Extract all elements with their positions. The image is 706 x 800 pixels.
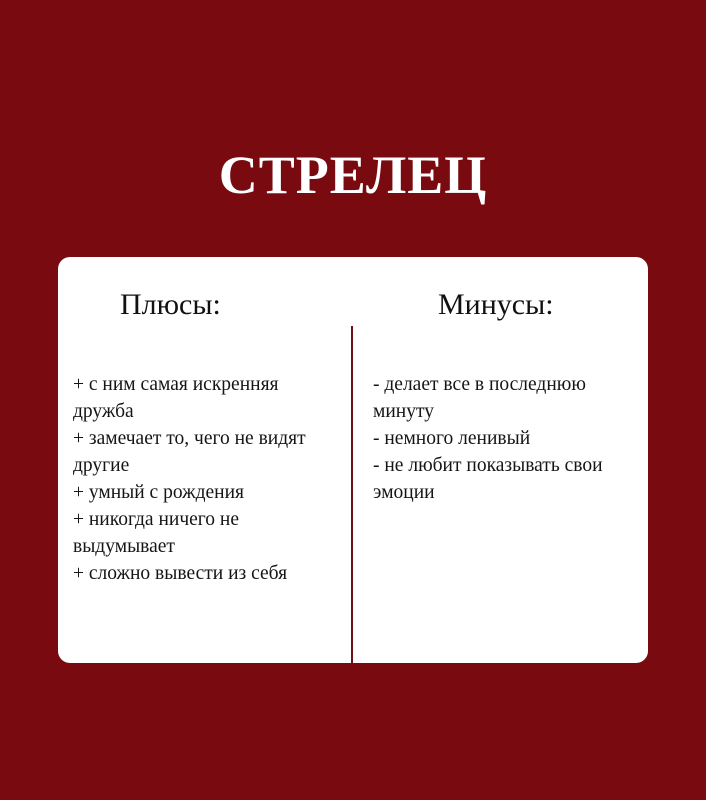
pros-item: + замечает то, чего не видят другие [73, 428, 306, 476]
pros-cons-card [58, 257, 648, 663]
pros-item: + никогда ничего не выдумывает [73, 509, 240, 557]
cons-item: - делает все в последнюю минуту [373, 374, 586, 422]
cons-item: - немного ленивый [373, 428, 531, 449]
cons-list [373, 371, 613, 506]
pros-item: + умный с рождения [73, 482, 244, 503]
pros-item: + сложно вывести из себя [73, 563, 288, 584]
pros-item: + с ним самая искренняя дружба [73, 374, 279, 422]
pros-heading: Плюсы: [120, 288, 221, 321]
cons-item: - не любит показывать свои эмоции [373, 455, 603, 503]
column-divider [351, 326, 353, 663]
pros-list [73, 371, 341, 587]
cons-heading: Минусы: [438, 288, 554, 321]
page-title: СТРЕЛЕЦ [218, 145, 488, 205]
